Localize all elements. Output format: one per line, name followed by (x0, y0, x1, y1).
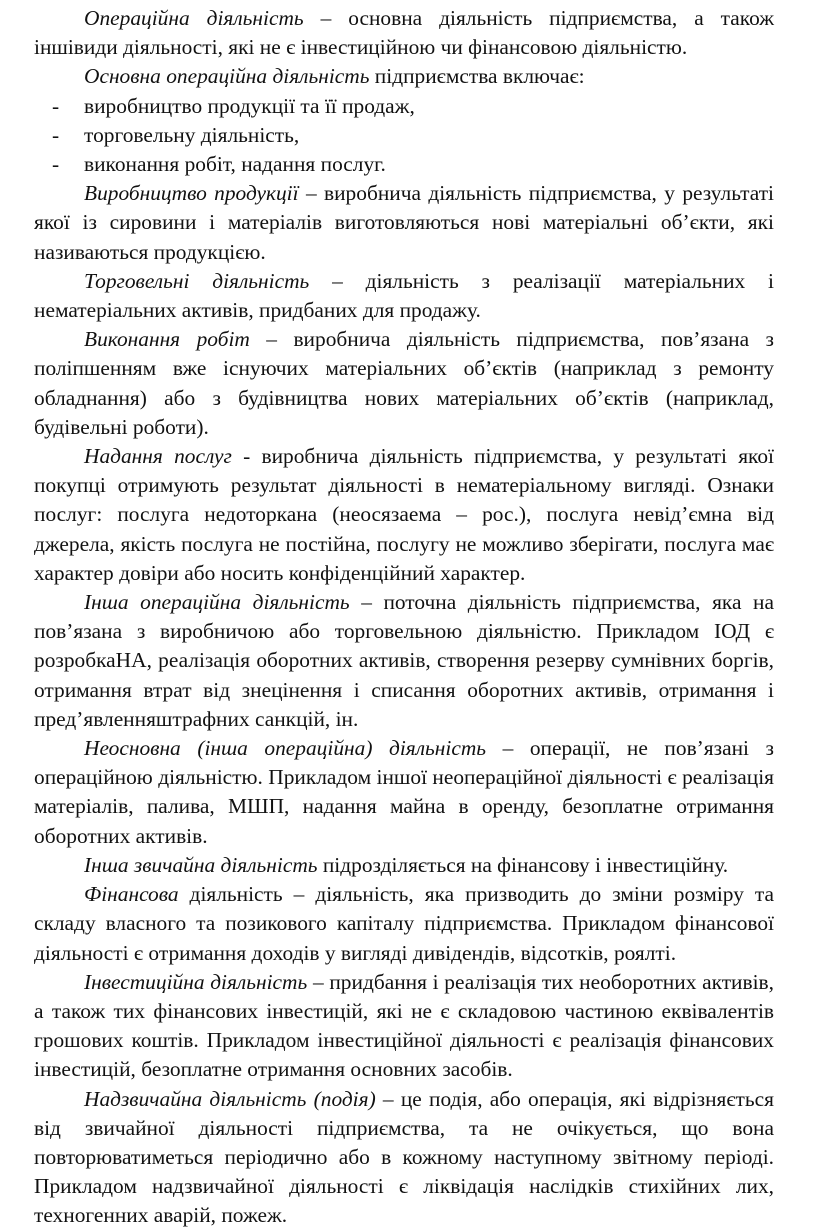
paragraph-text: – виробнича діяльність підприємства, пов’язана з поліпшенням вже існуючих матеріальних об’єктів (наприклад з ремонту обладнання) або з будівництва нових матеріальних об’єктів (наприклад, будівельні роботи). (34, 327, 774, 439)
term: Основна операційна діяльність (84, 64, 370, 89)
list-item: - виконання робіт, надання послуг. (34, 150, 774, 179)
paragraph-trade (34, 267, 774, 325)
term: Інша звичайна діяльність (84, 852, 318, 877)
paragraph-main-operating-activity (34, 62, 774, 91)
term: Неосновна (інша операційна) діяльність (84, 736, 487, 761)
paragraph-services (34, 442, 774, 588)
term: Торговельні діяльність (84, 268, 310, 293)
term: Виробництво продукції (84, 181, 299, 206)
paragraph-text: діяльність – діяльність, яка призводить до зміни розміру та складу власного та позикового капіталу підприємства. Прикладом фінансової діяльності є отримання доходів у вигляді дивідендів, відсотків, роялті. (34, 882, 774, 965)
paragraph-investment (34, 968, 774, 1085)
term: Виконання робіт (84, 327, 250, 352)
paragraph-text: – діяльність з реалізації матеріальних і нематеріальних активів, придбаних для продажу. (34, 268, 774, 323)
paragraph-text: підприємства включає: (369, 64, 585, 89)
term: Інвестиційна діяльність (84, 969, 308, 994)
paragraph-text: - виробнича діяльність підприємства, у результаті якої покупці отримують результат діяльності в нематеріальному вигляді. Ознаки послуг: послуга недоторкана (неосязаема – рос.), послуга невід’ємна від джерела, якість послуга не постійна, послугу не можливо зберігати, послуга має характер довіри або носить конфіденційний характер. (34, 444, 774, 585)
paragraph-text: – операції, не пов’язані з операційною діяльністю. Прикладом іншої неопераційної діяльності є реалізація матеріалів, палива, МШП, надання майна в оренду, безоплатне отримання оборотних активів. (34, 736, 774, 848)
term: Надання послуг (84, 444, 232, 469)
paragraph-text: підрозділяється на фінансову і інвестиційну. (317, 852, 729, 877)
paragraph-other-operating (34, 588, 774, 734)
paragraph-production (34, 179, 774, 267)
paragraph-operating-activity (34, 4, 774, 62)
paragraph-financial (34, 880, 774, 968)
term: Інша операційна діяльність (84, 590, 350, 615)
paragraph-text: – виробнича діяльність підприємства, у результаті якої із сировини і матеріалів виготовляються нові матеріальні об’єкти, які називаються продукцією. (34, 181, 774, 264)
paragraph-text: – поточна діяльність підприємства, яка на пов’язана з виробничою або торговельною діяльністю. Прикладом ІОД є розробкаНА, реалізація оборотних активів, створення резерву сумнівних боргів, отримання втрат від знецінення і списання оборотних активів, отримання і пред’явленняштрафних санкцій, ін. (34, 590, 774, 731)
term: Операційна діяльність (84, 6, 304, 30)
term: Фінансова (84, 882, 179, 907)
paragraph-non-core (34, 734, 774, 851)
list-item: - виробництво продукції та її продаж, (34, 92, 774, 121)
activity-list (34, 92, 774, 180)
paragraph-text: – основна діяльність підприємства, а також іншівиди діяльності, які не є інвестиційною чи фінансовою діяльністю. (34, 6, 775, 60)
paragraph-extraordinary (34, 1085, 774, 1231)
term: Надзвичайна діяльність (подія) (84, 1086, 376, 1111)
list-item: - торговельну діяльність, (34, 121, 774, 150)
paragraph-text: – придбання і реалізація тих необоротних активів, а також тих фінансових інвестицій, які не є складовою частиною еквівалентів грошових коштів. Прикладом інвестиційної діяльності є реалізація фінансових інвестицій, безоплатне отримання основних засобів. (34, 969, 774, 1082)
paragraph-works (34, 325, 774, 442)
paragraph-text: – це подія, або операція, які відрізняється від звичайної діяльності підприємства, та не очікується, що вона повторюватиметься періодично або в кожному наступному звітному періоді. Прикладом надзвичайної діяльності є ліквідація наслідків стихійних лих, техногенних аварій, пожеж. (34, 1086, 774, 1228)
paragraph-other-ordinary (34, 851, 774, 880)
